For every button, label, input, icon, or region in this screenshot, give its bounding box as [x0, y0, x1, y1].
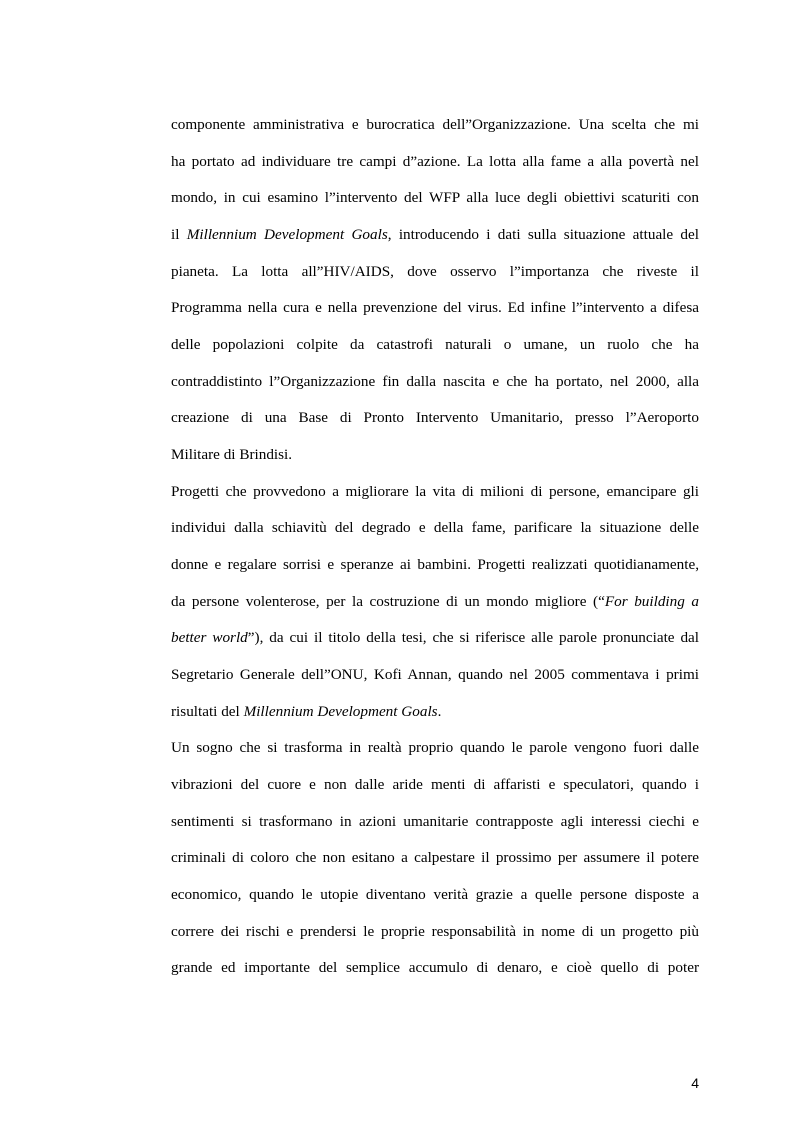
text-line: Un sogno che si trasforma in realtà proprio quando le parole vengono fuori dalle: [171, 739, 699, 756]
text-line: il Millennium Development Goals, introducendo i dati sulla situazione attuale del: [171, 226, 699, 243]
text-line: donne e regalare sorrisi e speranze ai bambini. Progetti realizzati quotidianamente,: [171, 556, 699, 573]
text-line: delle popolazioni colpite da catastrofi naturali o umane, un ruolo che ha: [171, 336, 699, 353]
text-line: Segretario Generale dell”ONU, Kofi Annan, quando nel 2005 commentava i primi: [171, 666, 699, 683]
italic-title: Millennium Development Goals: [243, 703, 438, 720]
text-line: ha portato ad individuare tre campi d”azione. La lotta alla fame a alla povertà nel: [171, 153, 699, 170]
text-line: contraddistinto l”Organizzazione fin dalla nascita e che ha portato, nel 2000, alla: [171, 373, 699, 390]
text-line: componente amministrativa e burocratica dell”Organizzazione. Una scelta che mi: [171, 116, 699, 133]
text-line: sentimenti si trasformano in azioni umanitarie contrapposte agli interessi ciechi e: [171, 813, 699, 830]
text-line: mondo, in cui esamino l”intervento del WFP alla luce degli obiettivi scaturiti con: [171, 189, 699, 206]
italic-title: better world: [171, 629, 248, 646]
text-line: Militare di Brindisi.: [171, 446, 293, 463]
text-line: grande ed importante del semplice accumulo di denaro, e cioè quello di poter: [171, 959, 699, 976]
italic-title: Millennium Development Goals: [186, 226, 388, 243]
text-line: creazione di una Base di Pronto Intervento Umanitario, presso l”Aeroporto: [171, 409, 699, 426]
text-line: da persone volenterose, per la costruzione di un mondo migliore (“For building a: [171, 593, 699, 610]
text-line: economico, quando le utopie diventano verità grazie a quelle persone disposte a: [171, 886, 699, 903]
text-line: better world”), da cui il titolo della tesi, che si riferisce alle parole pronunciate dal: [171, 629, 699, 646]
text-line: risultati del Millennium Development Goals.: [171, 703, 442, 720]
text-line: pianeta. La lotta all”HIV/AIDS, dove osservo l”importanza che riveste il: [171, 263, 699, 280]
text-line: Programma nella cura e nella prevenzione del virus. Ed infine l”intervento a difesa: [171, 299, 699, 316]
italic-title: For building a: [604, 593, 699, 610]
text-line: correre dei rischi e prendersi le proprie responsabilità in nome di un progetto più: [171, 923, 699, 940]
page-number: 4: [691, 1075, 699, 1091]
text-line: criminali di coloro che non esitano a calpestare il prossimo per assumere il potere: [171, 849, 699, 866]
text-line: individui dalla schiavitù del degrado e della fame, parificare la situazione delle: [171, 519, 699, 536]
text-line: vibrazioni del cuore e non dalle aride menti di affaristi e speculatori, quando i: [171, 776, 699, 793]
text-line: Progetti che provvedono a migliorare la vita di milioni di persone, emancipare gli: [171, 483, 699, 500]
